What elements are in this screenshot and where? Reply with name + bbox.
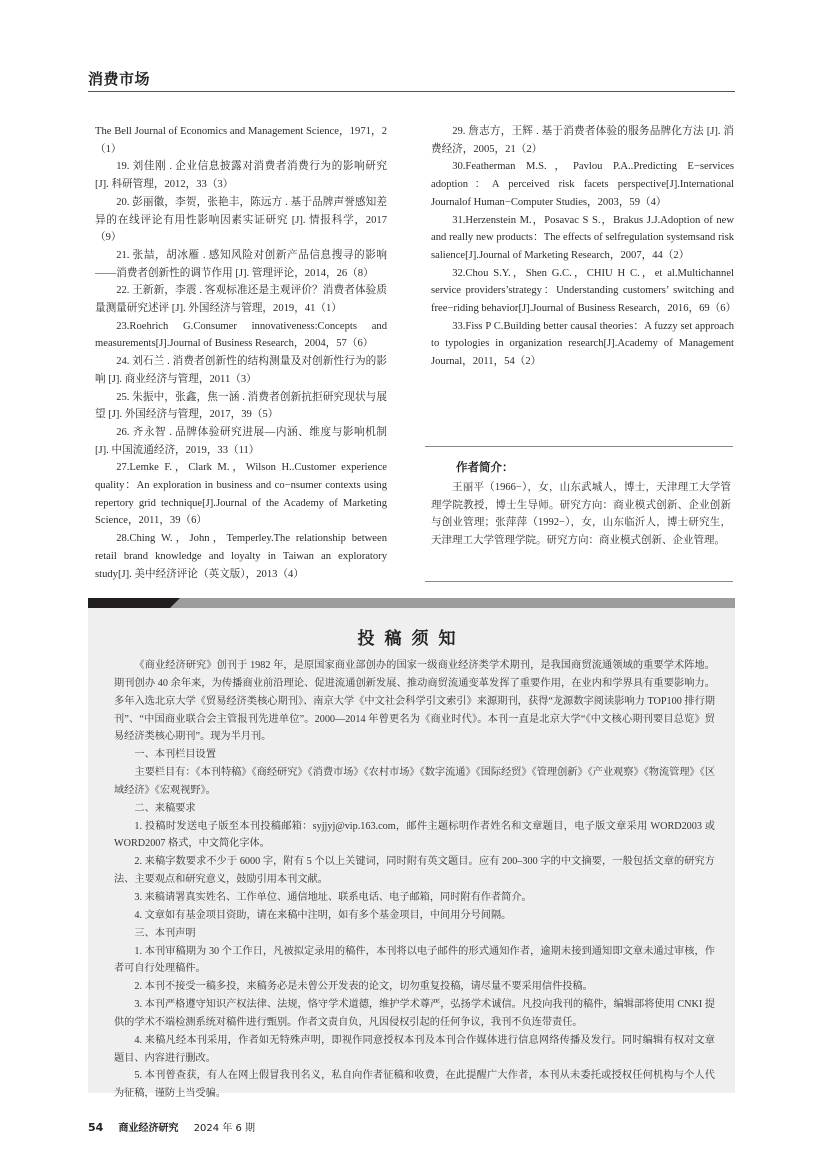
- journal-name: 商业经济研究: [118, 1123, 179, 1134]
- reference-item: 22. 王新新，李震 . 客观标准还是主观评价？消费者体验质量测量研究述评 [J]. 外国经济与管理，2019，41（1）: [95, 285, 387, 315]
- submission-notice: [88, 608, 735, 1100]
- notice-accent-bar: [88, 598, 183, 608]
- reference-item: 28.Ching W.，John，Temperley.The relationship between retail brand knowledge and loyalty in Taiwan an exploratory study[J]. 美中经济评论（英文版），2013（4）: [95, 533, 387, 580]
- reference-item: 20. 彭丽徽，李贺，张艳丰，陈远方 . 基于品牌声誉感知差异的在线评论有用性影响因素实证研究 [J]. 情报科学，2017（9）: [95, 196, 387, 244]
- references-left-column: [95, 123, 387, 583]
- notice-paragraph: 3. 来稿请署真实姓名、工作单位、通信地址、联系电话、电子邮箱，同时附有作者简介。: [134, 891, 532, 903]
- author-bio-title: 作者简介：: [456, 460, 514, 474]
- references-right-column: [431, 123, 737, 371]
- reference-item: 25. 朱振中，张鑫，焦一涵 . 消费者创新抗拒研究现状与展望 [J]. 外国经济与管理，2017，39（5）: [95, 391, 387, 421]
- page-footer: [88, 1119, 267, 1134]
- reference-item: 24. 刘石兰 . 消费者创新性的结构测量及对创新性行为的影响 [J]. 商业经济与管理，2011（3）: [95, 356, 387, 385]
- reference-item: 33.Fiss P C.Building better causal theories：A fuzzy set approach to typologies in organization research[J].Academy of Management Journal，2011，54（2）: [431, 320, 734, 368]
- notice-heading: 二、来稿要求: [134, 802, 196, 814]
- notice-title: 投稿须知: [357, 629, 466, 649]
- page-number: 54: [88, 1121, 104, 1134]
- author-bio-box: [425, 446, 733, 582]
- reference-item: 32.Chou S.Y.，Shen G.C.，CHIU H C.，et al.Multichannel service providers’strategy：Understanding customers’ switching and free−riding behavior[J].Journal of Business Research，2016，69（6）: [431, 267, 737, 315]
- reference-item: 23.Roehrich G.Consumer innovativeness:Concepts and measurements[J].Journal of Business Research，2004，57（6）: [95, 320, 387, 350]
- reference-item: 27.Lemke F.，Clark M.，Wilson H..Customer experience quality：An exploration in business and co−nsumer contexts using repertory grid technique[J].Journal of the Academy of Marketing Science，2011，39（6）: [95, 462, 387, 527]
- notice-paragraph: 2. 本刊不接受一稿多投，来稿务必是未曾公开发表的论文，切勿重复投稿，请尽量不要采用信件投稿。: [134, 981, 593, 993]
- notice-paragraph: 4. 文章如有基金项目资助，请在来稿中注明，如有多个基金项目，中间用分号间隔。: [134, 909, 512, 921]
- author-bio-text: 王丽平（1966−），女，山东武城人，博士，天津理工大学管理学院教授，博士生导师。研究方向：商业模式创新、企业创新与创业管理；张萍萍（1992−），女，山东临沂人，博士研究生，天津理工大学管理学院。研究方向：商业模式创新、企业管理。: [431, 482, 731, 546]
- notice-header-bar: [170, 598, 735, 608]
- reference-item: 26. 齐永智 . 品牌体验研究进展—内涵、维度与影响机制 [J]. 中国流通经济，2019，33（11）: [95, 426, 387, 456]
- reference-item: 30.Featherman M.S.，Pavlou P.A..Predicting E−services adoption：A perceived risk facets perspective[J].International Journalof Human−Computer Studies，2003，59（4）: [431, 161, 734, 208]
- notice-body: [114, 657, 715, 1103]
- notice-paragraph: 1. 投稿时发送电子版至本刊投稿邮箱：syjjyj@vip.163.com，邮件主题标明作者姓名和文章题目，电子版文章采用 WORD2003 或 WORD2007 格式，中文简化字体。: [114, 820, 715, 850]
- notice-paragraph: 5. 本刊曾查获，有人在网上假冒我刊名义，私自向作者征稿和收费，在此提醒广大作者，本刊从未委托或授权任何机构与个人代为征稿，谨防上当受骗。: [114, 1070, 715, 1100]
- issue-label: 2024 年 6 期: [193, 1123, 256, 1134]
- reference-item: 19. 刘佳刚 . 企业信息披露对消费者消费行为的影响研究 [J]. 科研管理，2012，33（3）: [95, 161, 387, 191]
- notice-heading: 三、本刊声明: [134, 927, 196, 939]
- notice-heading: 一、本刊栏目设置: [134, 749, 216, 761]
- notice-paragraph: 主要栏目有：《本刊特稿》《商经研究》《消费市场》《农村市场》《数字流通》《国际经贸》《管理创新》《产业观察》《物流管理》《区域经济》《宏观视野》。: [114, 767, 716, 796]
- reference-item: 29. 詹志方，王辉 . 基于消费者体验的服务品牌化方法 [J]. 消费经济，2005，21（2）: [431, 126, 734, 155]
- notice-paragraph: 1. 本刊审稿期为 30 个工作日，凡被拟定录用的稿件，本刊将以电子邮件的形式通知作者，逾期未接到通知即文章未通过审核，作者可自行处理稿件。: [114, 945, 715, 975]
- reference-item: The Bell Journal of Economics and Management Science，1971，2（1）: [95, 126, 387, 155]
- reference-item: 31.Herzenstein M.，Posavac S S.，Brakus J.J.Adoption of new and really new products：The effects of selfregulation systemsand risk salience[J].Journal of Marketing Research，2007，44（2）: [431, 214, 734, 261]
- header-rule: [88, 91, 735, 92]
- notice-paragraph: 3. 本刊严格遵守知识产权法律、法规，恪守学术道德，维护学术尊严，弘扬学术诚信。凡投向我刊的稿件，编辑部将使用 CNKI 提供的学术不端检测系统对稿件进行甄别。作者文责自负，凡因侵权引起的任何争议，我刊不负连带责任。: [114, 999, 715, 1028]
- reference-item: 21. 张喆，胡冰雁 . 感知风险对创新产品信息搜寻的影响——消费者创新性的调节作用 [J]. 管理评论，2014，26（8）: [95, 249, 387, 279]
- notice-paragraph: 《商业经济研究》创刊于 1982 年，是原国家商业部创办的国家一级商业经济类学术期刊，是我国商贸流通领域的重要学术阵地。期刊创办 40 余年来，为传播商业前沿理论、促进流通创新发展、推动商贸流通变革发挥了重要作用，在业内和学界具有重要影响力。多年入选北京大学《贸易经济类核心期刊》、南京大学《中文社会科学引文索引》来源期刊，获得“龙源数字阅读影响力 TOP100 排行期刊”、“中国商业联合会主管报刊先进单位”。2000—2014 年曾更名为《商业时代》。本刊一直是北京大学“《中文核心期刊要目总览》贸易经济类核心期刊”。现为半月刊。: [114, 660, 715, 743]
- notice-paragraph: 2. 来稿字数要求不少于 6000 字，附有 5 个以上关键词，同时附有英文题目。应有 200–300 字的中文摘要，一般包括文章的研究方法、主要观点和研究意义，鼓励引用本刊文献。: [114, 856, 715, 886]
- section-title: 消费市场: [88, 70, 151, 88]
- notice-paragraph: 4. 来稿凡经本刊采用，作者如无特殊声明，即视作同意授权本刊及本刊合作媒体进行信息网络传播及发行。同时编辑有权对文章题目、内容进行删改。: [114, 1034, 715, 1064]
